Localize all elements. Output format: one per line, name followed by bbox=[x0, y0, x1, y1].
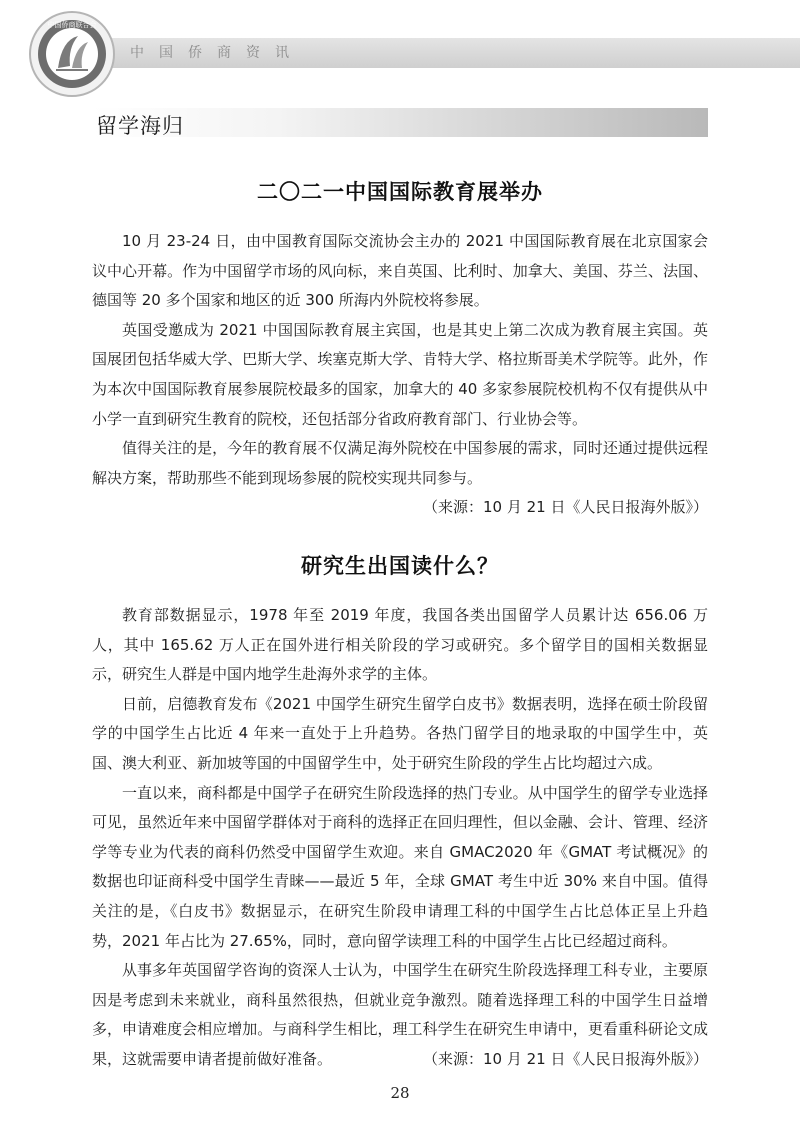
article-paragraph: 10 月 23-24 日，由中国教育国际交流协会主办的 2021 中国国际教育展在北京国家会议中心开幕。作为中国留学市场的风向标，来自英国、比利时、加拿大、美国、芬兰、法国、德国等 20 多个国家和地区的近 300 所海内外院校将参展。 bbox=[92, 232, 708, 310]
article-source: （来源：10 月 21 日《人民日报海外版》） bbox=[423, 498, 708, 517]
page-number: 28 bbox=[390, 1084, 410, 1102]
article-source: （来源：10 月 21 日《人民日报海外版》） bbox=[423, 1049, 708, 1068]
svg-text:中国侨商联合会: 中国侨商联合会 bbox=[47, 21, 97, 29]
article-education-expo bbox=[92, 176, 708, 523]
section-title: 留学海归 bbox=[96, 114, 184, 138]
article-paragraph: 教育部数据显示，1978 年至 2019 年度，我国各类出国留学人员累计达 656.06 万人，其中 165.62 万人正在国外进行相关阶段的学习或研究。多个留学目的国相关数据显示，研究生人群是中国内地学生赴海外求学的主体。 bbox=[92, 606, 708, 684]
article-paragraph: 英国受邀成为 2021 中国国际教育展主宾国，也是其史上第二次成为教育展主宾国。英国展团包括华威大学、巴斯大学、埃塞克斯大学、肯特大学、格拉斯哥美术学院等。此外，作为本次中国国际教育展参展院校最多的国家，加拿大的 40 多家参展院校机构不仅有提供从中小学一直到研究生教育的院校，还包括部分省政府教育部门、行业协会等。 bbox=[92, 320, 708, 428]
article-title: 研究生出国读什么？ bbox=[301, 554, 499, 578]
article-paragraph-last bbox=[92, 956, 708, 1074]
article-paragraph: 值得关注的是，今年的教育展不仅满足海外院校在中国参展的需求，同时还通过提供远程解决方案，帮助那些不能到现场参展的院校实现共同参与。 bbox=[92, 439, 708, 487]
header-publication-title: 中国侨商资讯 bbox=[130, 45, 304, 61]
article-paragraph: 日前，启德教育发布《2021 中国学生研究生留学白皮书》数据表明，选择在硕士阶段留学的中国学生占比近 4 年来一直处于上升趋势。各热门留学目的地录取的中国学生中，英国、澳大利亚、新加坡等国的中国留学生中，处于研究生阶段的学生占比均超过六成。 bbox=[92, 694, 708, 772]
article-graduate-study bbox=[92, 550, 708, 1075]
article-paragraph: 一直以来，商科都是中国学子在研究生阶段选择的热门专业。从中国学生的留学专业选择可见，虽然近年来中国留学群体对于商科的选择正在回归理性，但以金融、会计、管理、经济学等专业为代表的商科仍然受中国留学生欢迎。来自 GMAC2020 年《GMAT 考试概况》的数据也印证商科受中国学生青睐——最近 5 年，全球 GMAT 考生中近 30% 来自中国。值得关注的是，《白皮书》数据显示，在研究生阶段申请理工科的中国学生占比总体正呈上升趋势，2021 年占比为 27.65%，同时，意向留学读理工科的中国学生占比已经超过商科。 bbox=[92, 783, 708, 950]
article-paragraph-text: 从事多年英国留学咨询的资深人士认为，中国学生在研究生阶段选择理工科专业，主要原因是考虑到未来就业，商科虽然很热，但就业竞争激烈。随着选择理工科的中国学生日益增多，申请难度会相应增加。与商科学生相比，理工科学生在研究生申请中，更看重科研论文成果，这就需要申请者提前做好准备。 bbox=[92, 961, 708, 1068]
article-title: 二〇二一中国国际教育展举办 bbox=[257, 180, 543, 204]
publication-logo bbox=[28, 10, 116, 98]
section-band bbox=[92, 108, 708, 137]
